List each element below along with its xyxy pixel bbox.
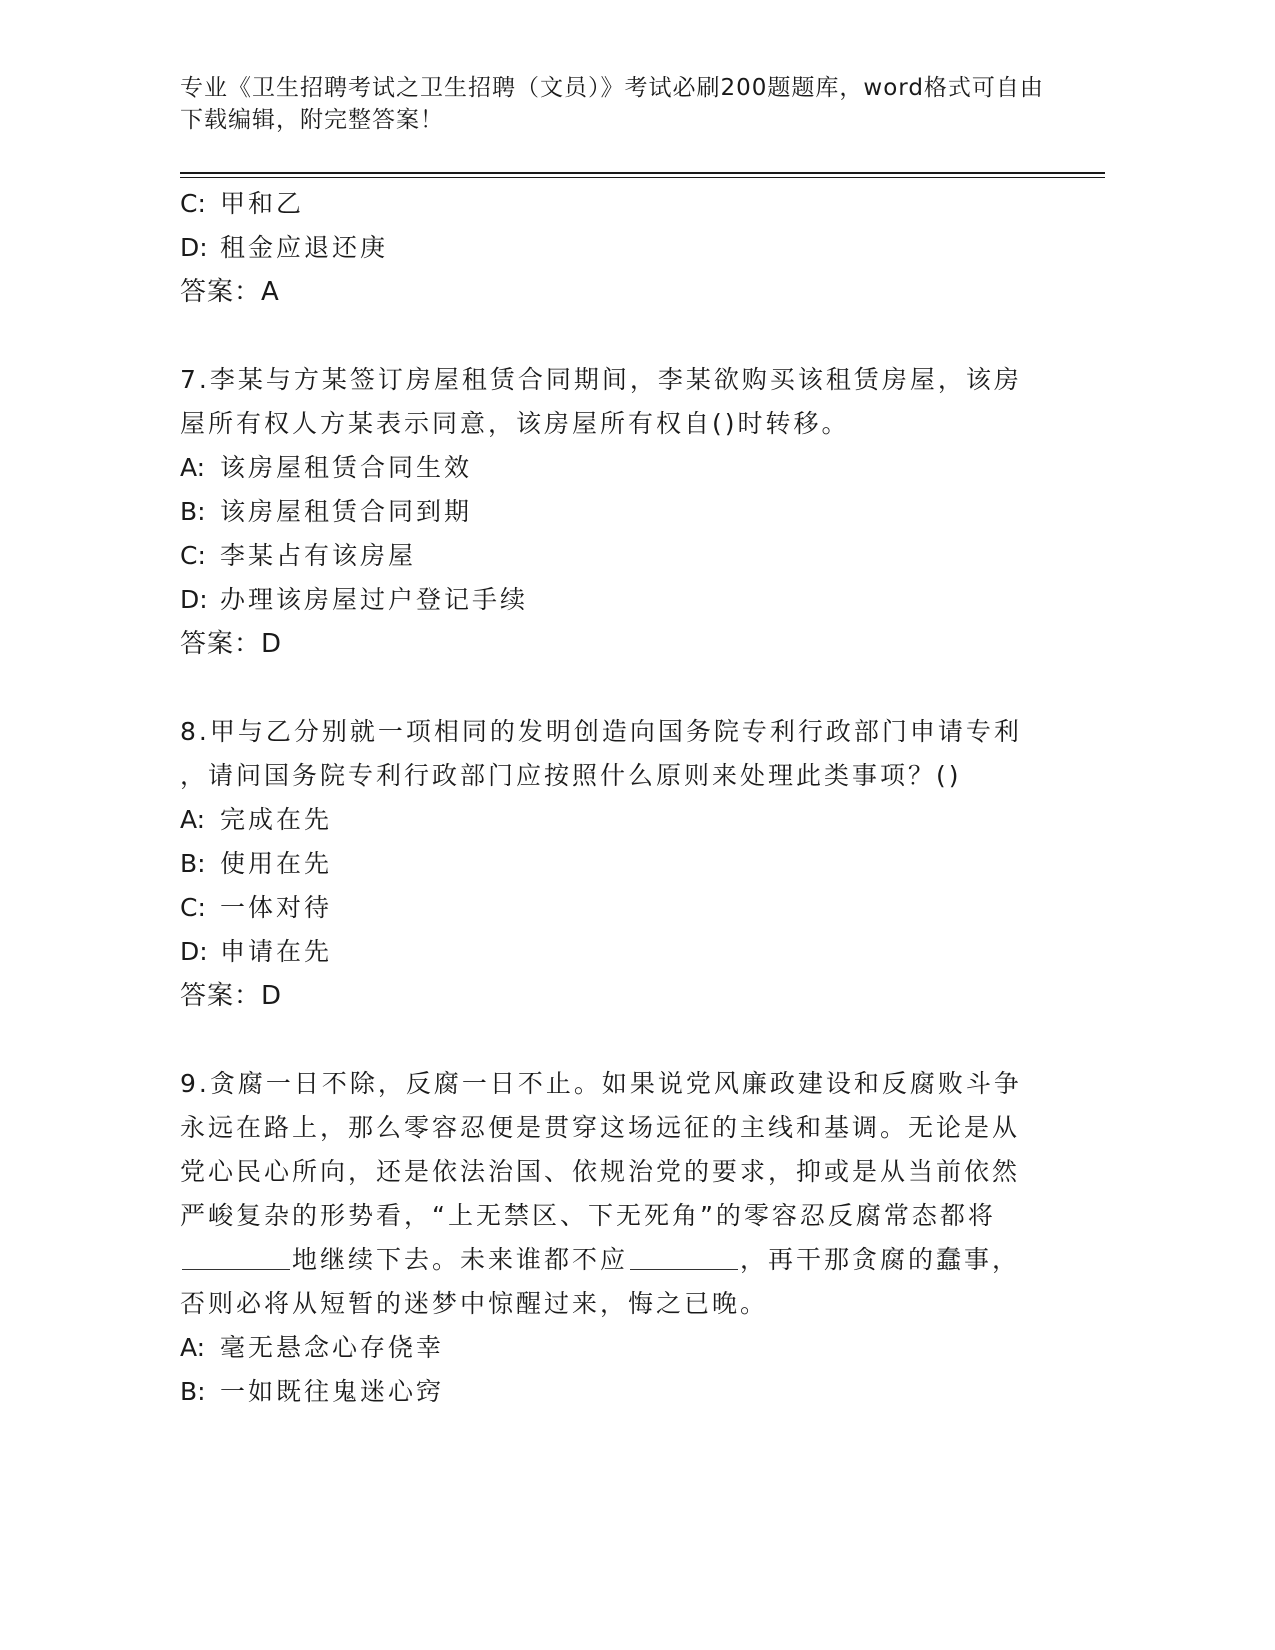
page-header: 专业《卫生招聘考试之卫生招聘（文员）》考试必刷200题题库，word格式可自由下载编辑，附完整答案！ (180, 75, 1044, 133)
option-c: C: 李某占有该房屋 (180, 541, 417, 570)
question-text: 屋所有权人方某表示同意，该房屋所有权自()时转移。 (180, 409, 850, 438)
fill-blank (182, 1245, 290, 1270)
option-c: C: 一体对待 (180, 893, 333, 922)
question-text: 党心民心所向，还是依法治国、依规治党的要求，抑或是从当前依然 (180, 1157, 1021, 1186)
answer: 答案：D (180, 629, 283, 659)
question-content (180, 182, 1020, 1414)
option-d: D: 办理该房屋过户登记手续 (180, 585, 529, 614)
option-d: D: 租金应退还庚 (180, 233, 389, 262)
option-a: A: 毫无悬念心存侥幸 (180, 1333, 445, 1362)
question-text: 8.甲与乙分别就一项相同的发明创造向国务院专利行政部门申请专利 (180, 717, 1022, 746)
option-b: B: 使用在先 (180, 849, 333, 878)
header-divider-thin (180, 177, 1105, 178)
question-text: 否则必将从短暂的迷梦中惊醒过来，悔之已晚。 (180, 1289, 769, 1318)
header-divider (180, 172, 1105, 174)
option-b: B: 一如既往鬼迷心窍 (180, 1377, 445, 1406)
option-c: C: 甲和乙 (180, 189, 305, 218)
answer: 答案：D (180, 981, 283, 1011)
question-text: ，请问国务院专利行政部门应按照什么原则来处理此类事项？() (180, 761, 962, 790)
question-text: 9.贪腐一日不除，反腐一日不止。如果说党风廉政建设和反腐败斗争 (180, 1069, 1022, 1098)
question-text-with-blanks: 地继续下去。未来谁都不应 ，再干那贪腐的蠢事， (180, 1238, 1020, 1282)
option-b: B: 该房屋租赁合同到期 (180, 497, 473, 526)
option-a: A: 该房屋租赁合同生效 (180, 453, 473, 482)
question-text: 7.李某与方某签订房屋租赁合同期间，李某欲购买该租赁房屋，该房 (180, 365, 1022, 394)
question-text: 严峻复杂的形势看，“上无禁区、下无死角”的零容忍反腐常态都将 (180, 1201, 996, 1230)
question-text: 永远在路上，那么零容忍便是贯穿这场远征的主线和基调。无论是从 (180, 1113, 1021, 1142)
option-d: D: 申请在先 (180, 937, 333, 966)
answer: 答案：A (180, 277, 280, 307)
fill-blank (630, 1245, 738, 1270)
option-a: A: 完成在先 (180, 805, 333, 834)
